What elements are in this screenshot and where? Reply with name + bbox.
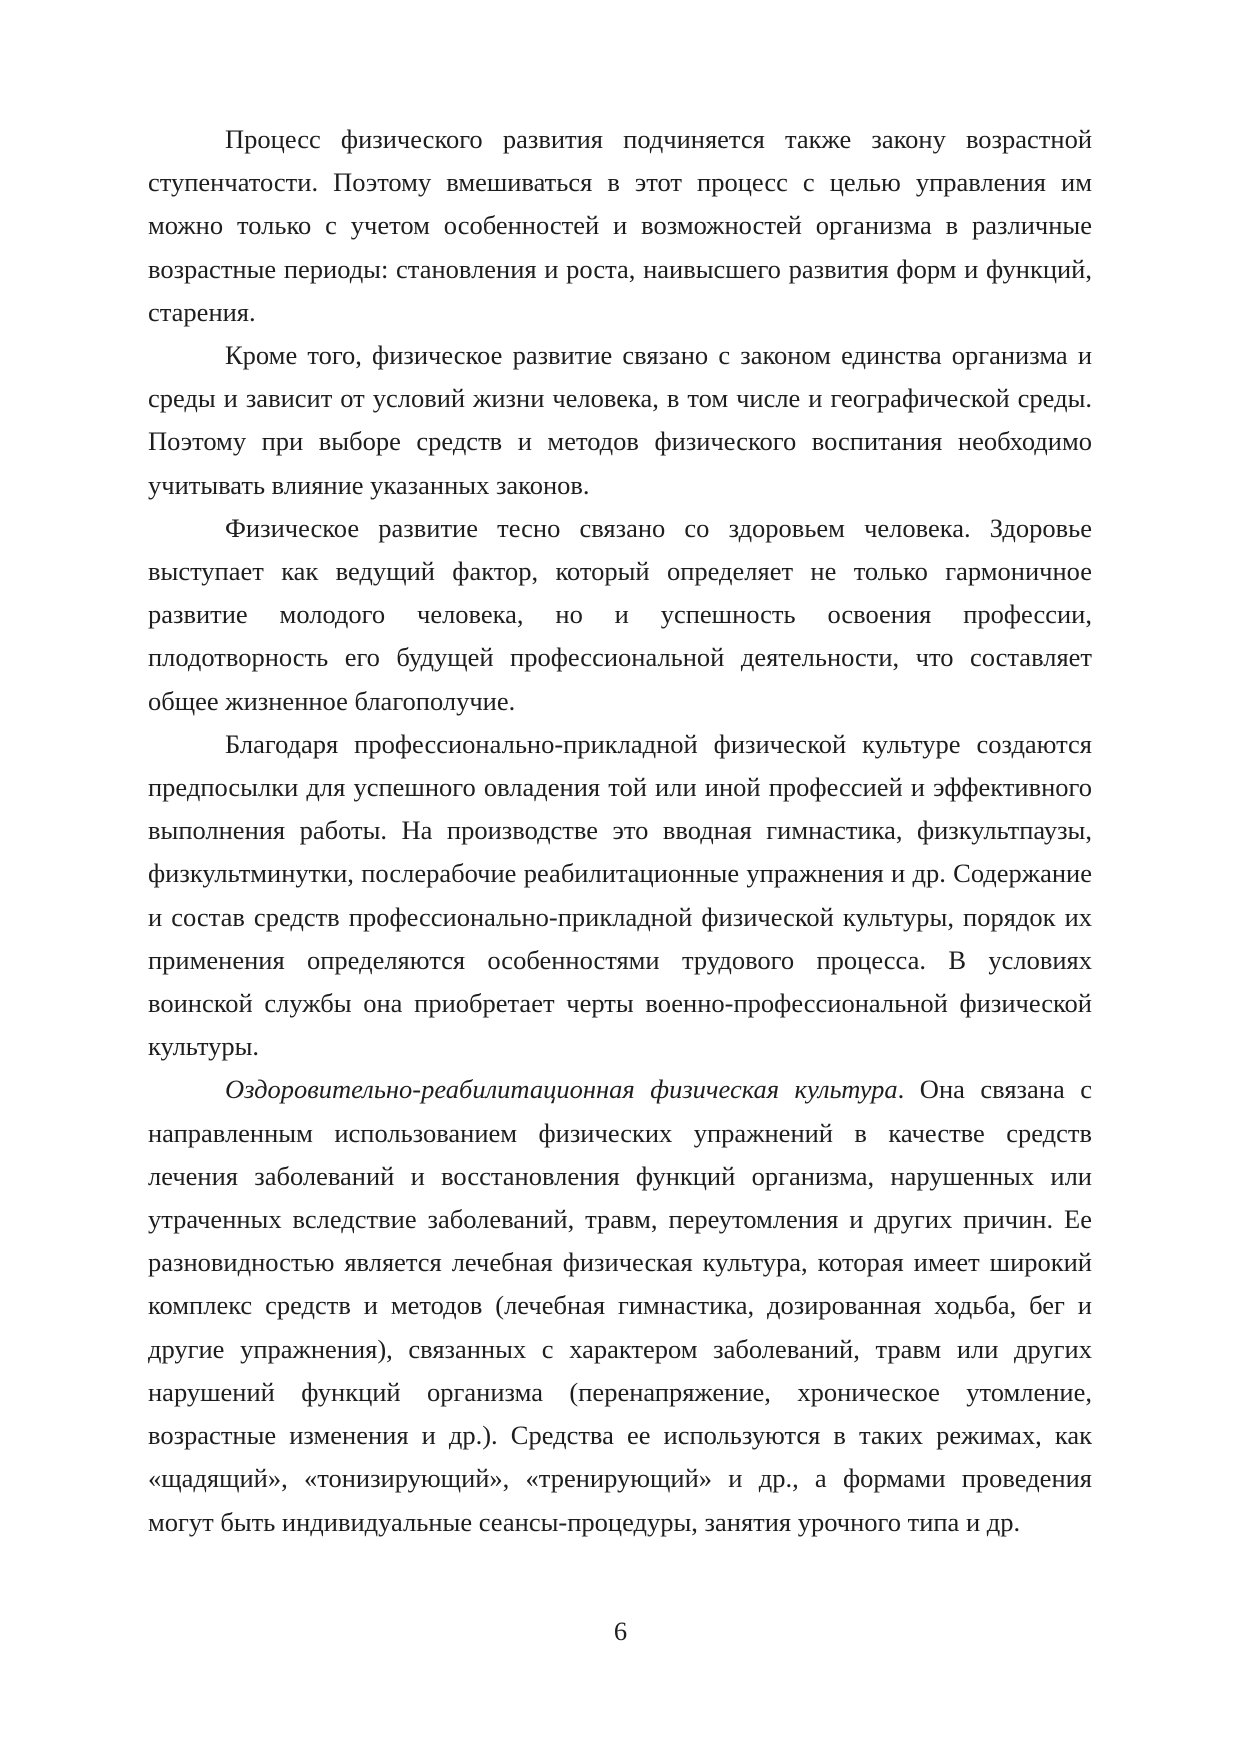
paragraph-professional-culture: Благодаря профессионально-прикладной физической культуре создаются предпосылки для успешного овладения той или иной профессией и эффективного выполнения работы. На производстве это вводная гимнастика, физкультпаузы, физкультминутки, послерабочие реабилитационные упражнения и др. Содержание и состав средств профессионально-прикладной физической культуры, порядок их применения определяются особенностями трудового процесса. В условиях воинской службы она приобретает черты военно-профессиональной физической культуры.	[148, 728, 1092, 1062]
page-number: 6	[613, 1616, 628, 1646]
paragraph-rehabilitation	[148, 1068, 1092, 1543]
paragraph-health: Физическое развитие тесно связано со здоровьем человека. Здоровье выступает как ведущий фактор, который определяет не только гармоничное развитие молодого человека, но и успешность освоения профессии, плодотворность его будущей профессиональной деятельности, что составляет общее жизненное благополучие.	[148, 512, 1092, 716]
paragraph-rehabilitation-text: . Она связана с направленным использованием физических упражнений в качестве средств лечения заболеваний и восстановления функций организма, нарушенных или утраченных вследствие заболеваний, травм, переутомления и других причин. Ее разновидностью является лечебная физическая культура, которая имеет широкий комплекс средств и методов (лечебная гимнастика, дозированная ходьба, бег и другие упражнения), связанных с характером заболеваний, травм или других нарушений функций организма (перенапряжение, хроническое утомление, возрастные изменения и др.). Средства ее используются в таких режимах, как «щадящий», «тонизирующий», «тренирующий» и др., а формами проведения могут быть индивидуальные сеансы-процедуры, занятия урочного типа и др.	[148, 1074, 1092, 1537]
body-text	[148, 118, 1092, 1544]
paragraph-environment: Кроме того, физическое развитие связано с законом единства организма и среды и зависит от условий жизни человека, в том числе и географической среды. Поэтому при выборе средств и методов физического воспитания необходимо учитывать влияние указанных законов.	[148, 340, 1092, 500]
paragraph-age-stages: Процесс физического развития подчиняется также закону возрастной ступенчатости. Поэтому вмешиваться в этот процесс с целью управления им можно только с учетом особенностей и возможностей организма в различные возрастные периоды: становления и роста, наивысшего развития форм и функций, старения.	[148, 124, 1092, 327]
italic-term: Оздоровительно-реабилитационная физическая культура	[225, 1074, 898, 1105]
